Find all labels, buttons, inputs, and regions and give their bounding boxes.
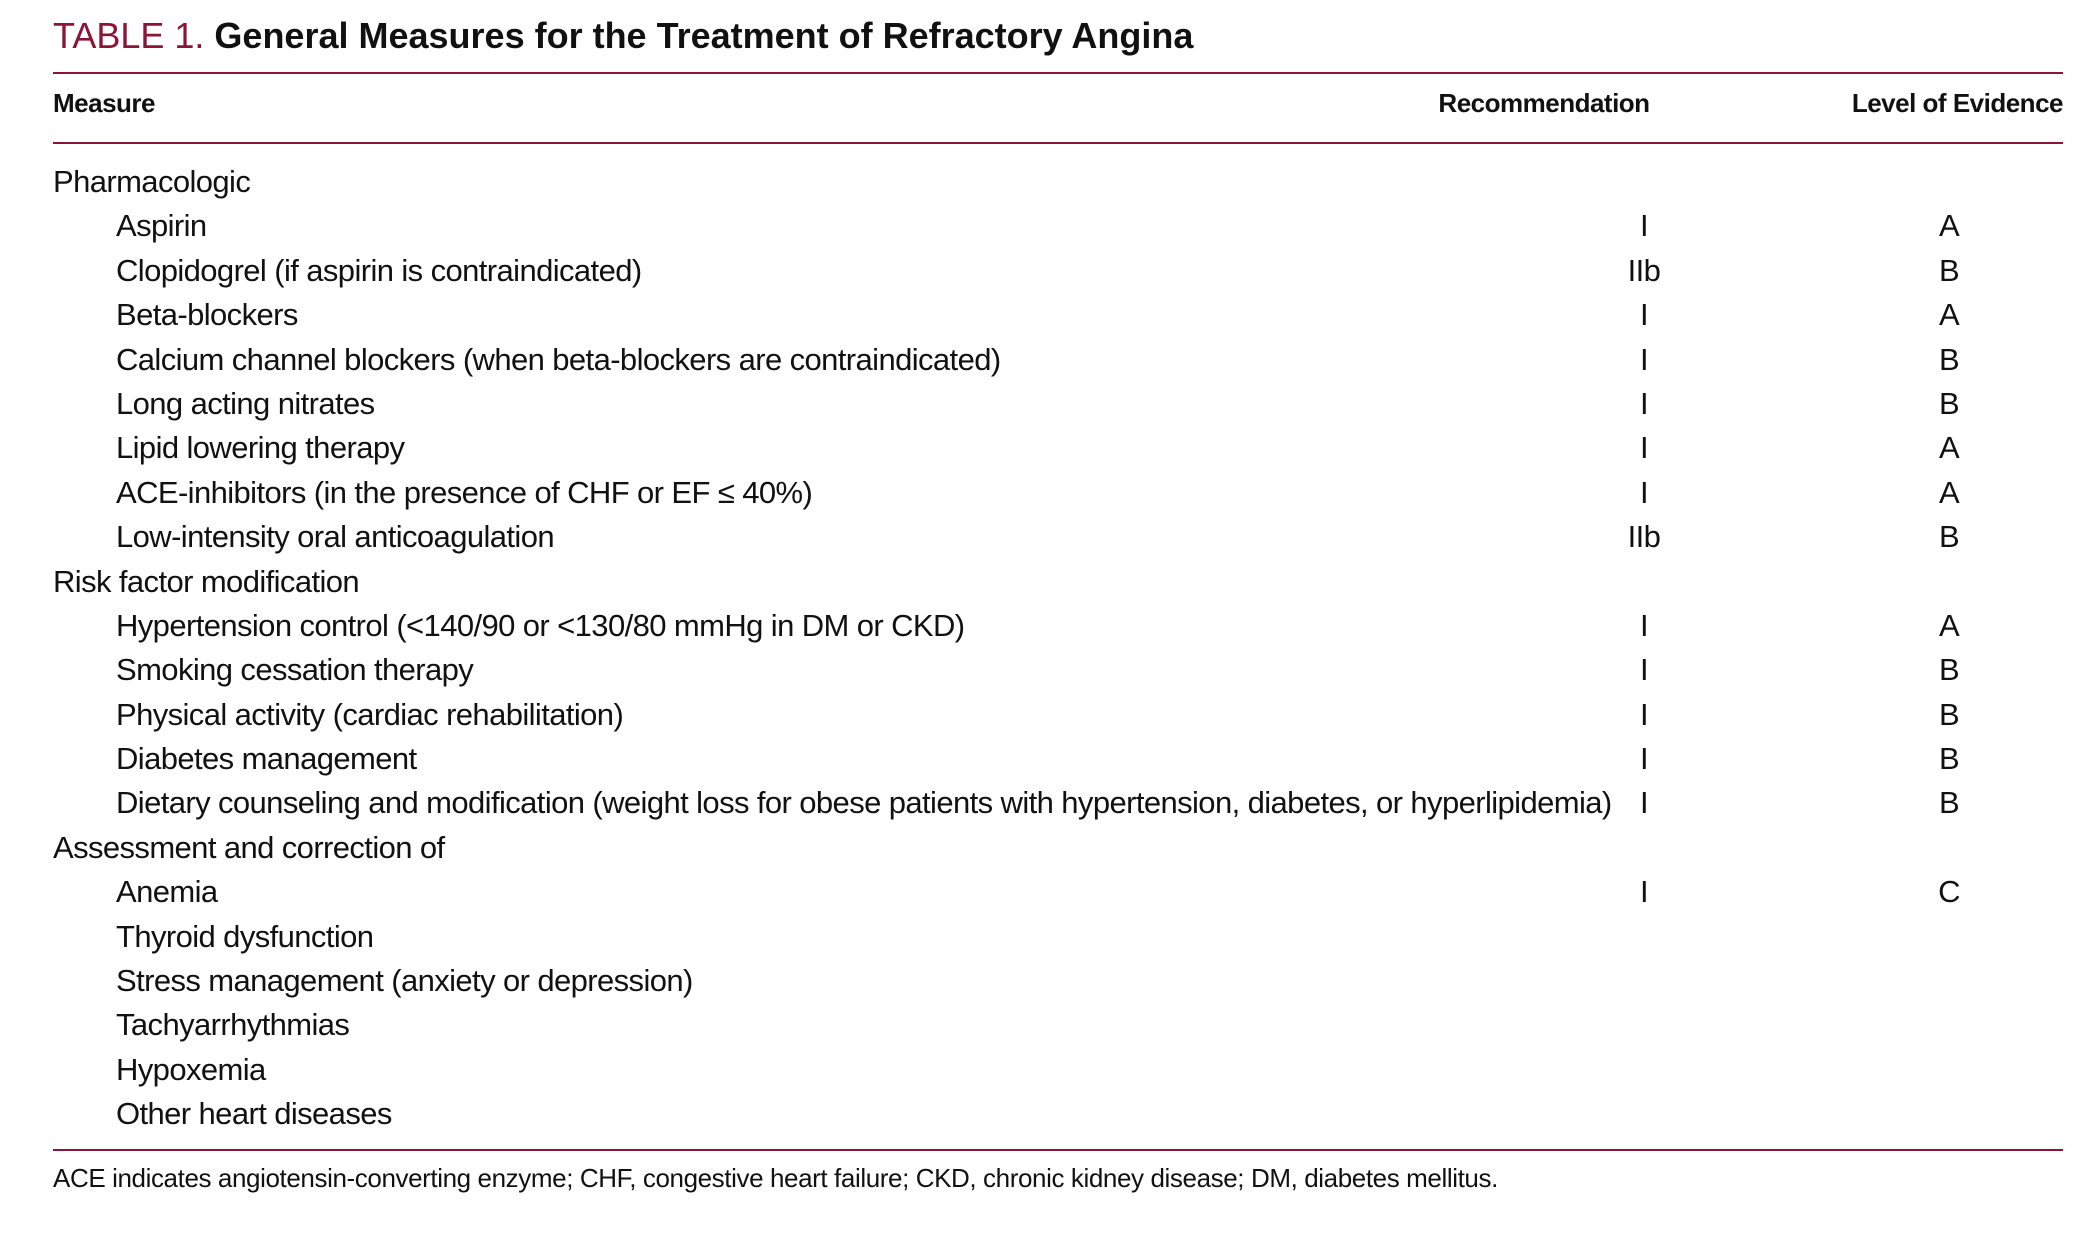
section-row: [53, 160, 2063, 204]
table-header: [53, 88, 2063, 132]
table-row: [53, 204, 2063, 248]
level-of-evidence-cell: A: [1938, 208, 1960, 244]
recommendation-cell: I: [1639, 607, 1648, 643]
section-row: [53, 560, 2063, 604]
recommendation-cell: I: [1639, 785, 1648, 821]
level-of-evidence-cell: B: [1938, 785, 1960, 821]
measure-cell: Diabetes management: [116, 741, 417, 777]
level-of-evidence-cell: A: [1938, 297, 1960, 333]
table-title: [53, 12, 1193, 60]
table-row: [53, 737, 2063, 781]
measure-cell: Beta-blockers: [116, 297, 298, 333]
measure-cell: Long acting nitrates: [116, 385, 375, 421]
table-row: [53, 293, 2063, 337]
level-of-evidence-cell: B: [1938, 341, 1960, 377]
level-of-evidence-cell: B: [1938, 696, 1960, 732]
level-of-evidence-cell: A: [1938, 607, 1960, 643]
measure-cell: Dietary counseling and modification (weight loss for obese patients with hypertension, diabetes, or hyperlipidemia): [116, 785, 1612, 821]
header-rule: [53, 142, 2063, 144]
bottom-rule: [53, 1149, 2063, 1151]
recommendation-cell: IIb: [1627, 252, 1661, 288]
table-caption: General Measures for the Treatment of Refractory Angina: [214, 15, 1194, 56]
recommendation-cell: I: [1639, 741, 1648, 777]
recommendation-cell: I: [1639, 874, 1648, 910]
measure-cell: Thyroid dysfunction: [116, 918, 374, 954]
top-rule: [53, 72, 2063, 74]
recommendation-cell: IIb: [1627, 519, 1661, 555]
recommendation-cell: I: [1639, 341, 1648, 377]
measure-cell: Anemia: [116, 874, 218, 910]
level-of-evidence-cell: B: [1938, 519, 1960, 555]
table-row: [53, 382, 2063, 426]
table-row: [53, 249, 2063, 293]
table-row: [53, 1048, 2063, 1092]
table-row: [53, 781, 2063, 825]
level-of-evidence-cell: B: [1938, 385, 1960, 421]
recommendation-cell: I: [1639, 297, 1648, 333]
recommendation-cell: I: [1639, 385, 1648, 421]
measure-cell: Smoking cessation therapy: [116, 652, 474, 688]
table-row: [53, 338, 2063, 382]
table-row: [53, 870, 2063, 914]
measure-cell: Clopidogrel (if aspirin is contraindicated): [116, 252, 642, 288]
table-row: [53, 1092, 2063, 1136]
level-of-evidence-cell: B: [1938, 741, 1960, 777]
table-number: TABLE 1.: [53, 15, 205, 56]
table-row: [53, 915, 2063, 959]
measure-cell: Physical activity (cardiac rehabilitation): [116, 696, 624, 732]
table-document: [53, 0, 2063, 1258]
header-level-of-evidence: Level of Evidence: [1851, 88, 2063, 118]
measure-cell: Aspirin: [116, 208, 207, 244]
measure-cell: Tachyarrhythmias: [116, 1007, 350, 1043]
table-row: [53, 959, 2063, 1003]
measure-cell: Stress management (anxiety or depression): [116, 963, 693, 999]
table-body: [53, 160, 2063, 1137]
recommendation-cell: I: [1639, 430, 1648, 466]
measure-cell: Low-intensity oral anticoagulation: [116, 519, 554, 555]
section-label: Risk factor modification: [53, 563, 360, 599]
table-row: [53, 426, 2063, 470]
measure-cell: ACE-inhibitors (in the presence of CHF or EF ≤ 40%): [116, 474, 813, 510]
level-of-evidence-cell: C: [1938, 874, 1960, 910]
recommendation-cell: I: [1639, 474, 1648, 510]
recommendation-cell: I: [1639, 652, 1648, 688]
table-row: [53, 471, 2063, 515]
section-label: Pharmacologic: [53, 164, 251, 199]
measure-cell: Calcium channel blockers (when beta-blockers are contraindicated): [116, 341, 1001, 377]
table-row: [53, 515, 2063, 559]
recommendation-cell: I: [1639, 696, 1648, 732]
measure-cell: Hypoxemia: [116, 1051, 266, 1087]
level-of-evidence-cell: A: [1938, 430, 1960, 466]
section-row: [53, 826, 2063, 870]
measure-cell: Other heart diseases: [116, 1096, 392, 1132]
table-footnote: ACE indicates angiotensin-converting enzyme; CHF, congestive heart failure; CKD, chronic kidney disease; DM, diabetes mellitus.: [53, 1163, 1498, 1193]
level-of-evidence-cell: A: [1938, 474, 1960, 510]
table-row: [53, 693, 2063, 737]
measure-cell: Hypertension control (<140/90 or <130/80 mmHg in DM or CKD): [116, 607, 965, 643]
measure-cell: Lipid lowering therapy: [116, 430, 405, 466]
table-row: [53, 1003, 2063, 1047]
header-recommendation: Recommendation: [1438, 88, 1650, 118]
level-of-evidence-cell: B: [1938, 252, 1960, 288]
level-of-evidence-cell: B: [1938, 652, 1960, 688]
table-row: [53, 648, 2063, 692]
section-label: Assessment and correction of: [53, 829, 445, 865]
table-row: [53, 604, 2063, 648]
recommendation-cell: I: [1639, 208, 1648, 244]
header-measure: Measure: [53, 88, 155, 118]
